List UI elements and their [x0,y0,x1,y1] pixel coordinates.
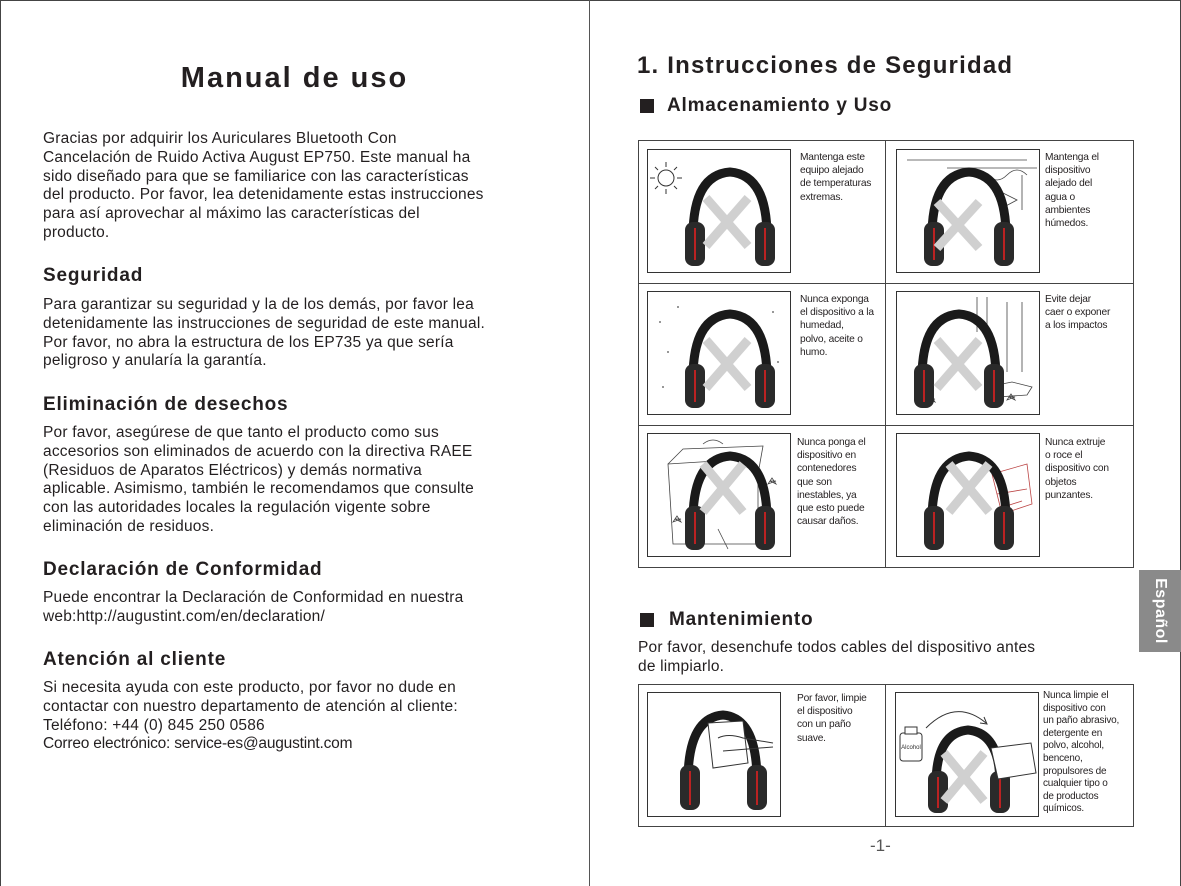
illustration-humidity-dust [647,291,791,415]
section-heading-conformity: Declaración de Conformidad [43,559,323,580]
caption-extreme-temperatures: Mantenga este equipo alejado de temperaturas extremas. [800,152,872,203]
page-border-left [0,0,1,886]
caption-humidity-dust: Nunca exponga el dispositivo a la humedad, polvo, aceite o humo. [800,294,874,358]
intro-paragraph: Gracias por adquirir los Auriculares Bluetooth Con Cancelación de Ruido Activa August EP750. Este manual ha sido diseñado para que se familiarice con las características del producto. Por favor, lea detenidamente estas instrucciones para así aprovechar al máximo las características del producto. [43,130,484,241]
alcohol-label: Alcohol [901,745,921,751]
illustration-unstable-container [647,433,791,557]
heading-bullet [640,613,654,627]
caption-abrasive-cleaning: Nunca limpie el dispositivo con un paño abrasivo, detergente en polvo, alcohol, benceno, propulsores de cualquier tipo o de productos químicos. [1043,690,1120,815]
page-number: -1- [870,836,891,855]
disposal-paragraph: Por favor, asegúrese de que tanto el producto como sus accesorios son eliminados de acuerdo con la directiva RAEE (Residuos de Aparatos Eléctricos) y demás normativa aplicable. Asimismo, también le recomendamos que consulte con las autoridades locales la regulación vigente sobre eliminación de residuos. [43,424,474,535]
section-title: 1. Instrucciones de Seguridad [637,52,1014,79]
illustration-impacts [896,291,1040,415]
support-paragraph: Si necesita ayuda con este producto, por favor no dude en contactar con nuestro departamento de atención al cliente: Teléfono: +44 (0) 845 250 0586 Correo electrónico: service-es@augustint.com [43,679,555,754]
conformity-paragraph: Puede encontrar la Declaración de Conformidad en nuestra web:http://augustint.com/en/declaration/ [43,589,464,625]
manual-title: Manual de uso [180,62,409,94]
illustration-soft-cloth [647,692,781,817]
illustration-sharp-objects [896,433,1040,557]
section-heading-safety: Seguridad [43,265,144,286]
heading-bullet [640,99,654,113]
caption-soft-cloth: Por favor, limpie el dispositivo con un paño suave. [797,693,867,744]
storage-heading: Almacenamiento y Uso [667,95,893,116]
page-divider [589,0,590,886]
language-tab-label: Español [1152,578,1170,644]
caption-water: Mantenga el dispositivo alejado del agua o ambientes húmedos. [1045,152,1099,230]
caption-sharp-objects: Nunca extruje o roce el dispositivo con objetos punzantes. [1045,437,1109,501]
section-heading-disposal: Eliminación de desechos [43,394,289,415]
language-tab [1139,570,1181,652]
illustration-abrasive-cleaning [895,692,1039,817]
maintenance-heading: Mantenimiento [669,609,814,630]
safety-paragraph: Para garantizar su seguridad y la de los demás, por favor lea detenidamente las instrucciones de seguridad de este manual. Por favor, no abra la estructura de los EP735 ya que sería peligroso y anularía la garantía. [43,296,485,370]
caption-impacts: Evite dejar caer o exponer a los impactos [1045,294,1111,332]
illustration-water [896,149,1040,273]
illustration-extreme-temperatures [647,149,791,273]
caption-unstable-container: Nunca ponga el dispositivo en contenedores que son inestables, ya que esto puede causar daños. [797,437,866,528]
support-email: Correo electrónico: service-es@augustint.com [43,735,353,753]
page-border-top [0,0,1181,1]
section-heading-support: Atención al cliente [43,649,227,670]
maintenance-paragraph: Por favor, desenchufe todos cables del dispositivo antes de limpiarlo. [638,639,1036,675]
